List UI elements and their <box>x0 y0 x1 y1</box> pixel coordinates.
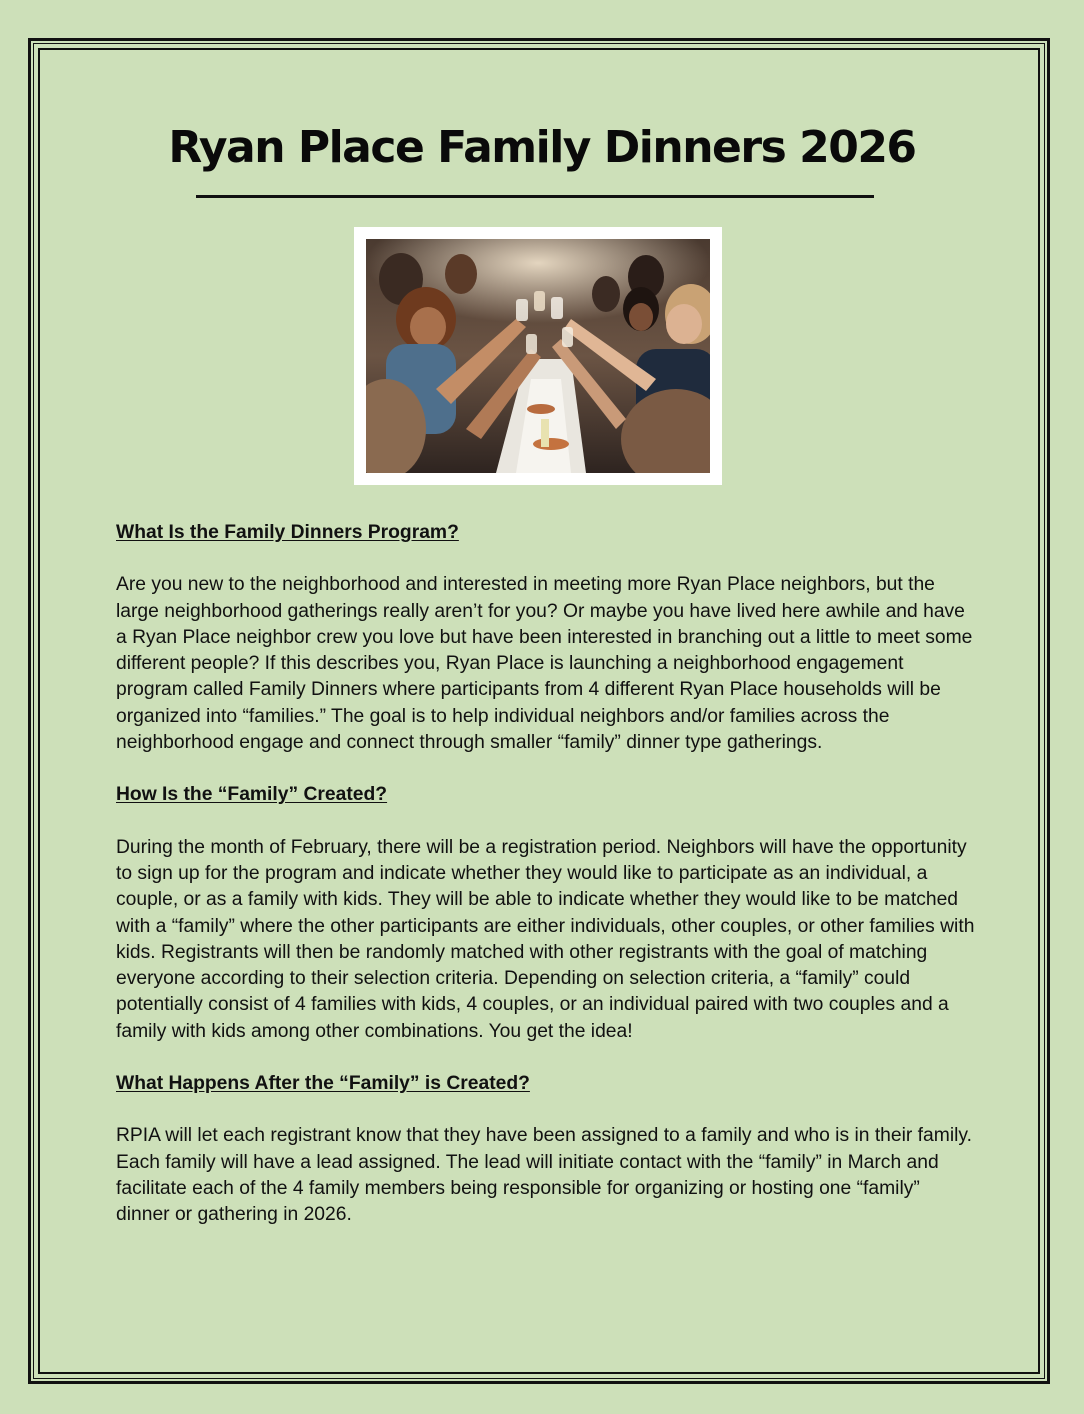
section-body-program: Are you new to the neighborhood and interested in meeting more Ryan Place neighbors, but the large neighborhood gatherings really aren’t for you? Or maybe you have lived here awhile and have a Ryan Place neighbor crew you love but have been interested in branching out a little to meet some different people? If this describes you, Ryan Place is launching a neighborhood engagement program called Family Dinners where participants from 4 different Ryan Place households will be organized into “families.” The goal is to help individual neighbors and/or families across the neighborhood engage and connect through smaller “family” dinner type gatherings. <box>116 574 973 754</box>
title-underline-rule <box>196 195 874 198</box>
group-dinner-toast-photo <box>366 239 710 473</box>
section-heading-after-created: What Happens After the “Family” is Created? <box>116 1073 530 1095</box>
section-body-after-created: RPIA will let each registrant know that they have been assigned to a family and who is in their family. Each family will have a lead assigned. The lead will initiate contact with the “family” in March and facilitate each of the 4 family members being responsible for organizing or hosting one “family” dinner or gathering in 2026. <box>116 1125 972 1226</box>
document-title: Ryan Place Family Dinners 2026 <box>168 122 916 173</box>
document-body <box>116 520 976 1255</box>
section-body-family-created: During the month of February, there will be a registration period. Neighbors will have the opportunity to sign up for the program and indicate whether they would like to participate as an individual, a couple, or as a family with kids. They will be able to indicate whether they would like to be matched with a “family” where the other participants are either individuals, other couples, or other families with kids. Registrants will then be randomly matched with other registrants with the goal of matching everyone according to their selection criteria. Depending on selection criteria, a “family” could potentially consist of 4 families with kids, 4 couples, or an individual paired with two couples and a family with kids among other combinations. You get the idea! <box>116 836 975 1042</box>
section-heading-program: What Is the Family Dinners Program? <box>116 522 459 543</box>
photo-frame <box>354 227 722 485</box>
section-heading-family-created: How Is the “Family” Created? <box>116 784 388 806</box>
